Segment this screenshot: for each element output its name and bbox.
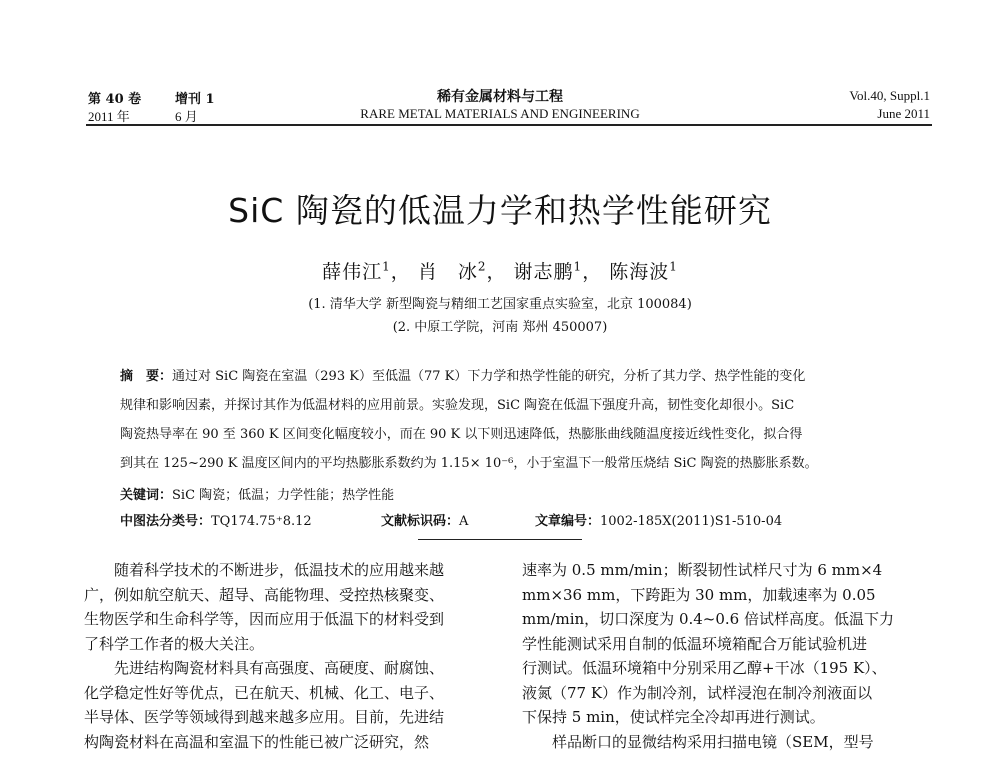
volume-en: Vol.40, Suppl.1 bbox=[849, 88, 930, 103]
clc-label: 中图法分类号： bbox=[120, 514, 212, 529]
header-rule bbox=[86, 124, 932, 126]
body-text-line: 随着科学技术的不断进步，低温技术的应用越来越 bbox=[114, 561, 445, 579]
author-separator: ， bbox=[390, 261, 411, 283]
body-text-line: 先进结构陶瓷材料具有高强度、高硬度、耐腐蚀、 bbox=[114, 659, 445, 677]
affiliation-2: (2. 中原工学院，河南 郑州 450007) bbox=[392, 320, 608, 335]
body-text-line: 行测试。低温环境箱中分别采用乙醇+干冰（195 K）、 bbox=[522, 659, 887, 677]
abstract-line: 到其在 125~290 K 温度区间内的平均热膨胀系数约为 1.15× 10⁻⁶，小于室温下一般常压烧结 SiC 陶瓷的热膨胀系数。 bbox=[120, 456, 818, 471]
abstract-line: 规律和影响因素，并探讨其作为低温材料的应用前景。实验发现，SiC 陶瓷在低温下强度升高，韧性变化却很小。SiC bbox=[120, 398, 795, 413]
body-text-line: 构陶瓷材料在高温和室温下的性能已被广泛研究，然 bbox=[84, 732, 430, 751]
issue-label: 增刊 1 bbox=[175, 92, 215, 107]
body-text-line: 液氮（77 K）作为制冷剂，试样浸泡在制冷剂液面以 bbox=[522, 683, 873, 702]
body-text-line: 生物医学和生命科学等，因而应用于低温下的材料受到 bbox=[84, 610, 445, 628]
article-no-line bbox=[535, 510, 782, 529]
author-affiliation-mark: 1 bbox=[382, 259, 391, 274]
abstract-divider bbox=[418, 539, 582, 540]
author-separator: ， bbox=[582, 261, 603, 283]
body-text-line: 化学稳定性好等优点，已在航天、机械、化工、电子、 bbox=[84, 683, 445, 702]
body-text-line: mm×36 mm，下跨距为 30 mm，加载速率为 0.05 bbox=[522, 585, 876, 604]
abstract-label: 摘 要： bbox=[120, 369, 173, 384]
paper-title: SiC 陶瓷的低温力学和热学性能研究 bbox=[228, 191, 772, 230]
author-name: 薛伟江 bbox=[322, 261, 383, 283]
author-separator: ， bbox=[486, 261, 507, 283]
journal-title-en: RARE METAL MATERIALS AND ENGINEERING bbox=[360, 106, 640, 121]
article-no-value: 1002-185X(2011)S1-510-04 bbox=[600, 514, 783, 529]
affiliation-1: (1. 清华大学 新型陶瓷与精细工艺国家重点实验室，北京 100084) bbox=[308, 297, 692, 312]
month-label: 6 月 bbox=[175, 109, 198, 124]
doc-code-value: A bbox=[459, 514, 469, 529]
clc-value: TQ174.75⁺8.12 bbox=[211, 514, 312, 529]
author-list bbox=[0, 257, 1000, 284]
author-affiliation-mark: 1 bbox=[573, 259, 583, 274]
doc-code-line bbox=[381, 510, 468, 529]
article-no-label: 文章编号： bbox=[535, 514, 601, 529]
author-name: 肖 冰 bbox=[417, 261, 478, 283]
volume-label: 第 40 卷 bbox=[88, 92, 142, 107]
body-text-line: 了科学工作者的极大关注。 bbox=[84, 634, 265, 653]
keywords-line bbox=[120, 484, 394, 503]
abstract-line: 陶瓷热导率在 90 至 360 K 区间变化幅度较小，而在 90 K 以下则迅速降低，热膨胀曲线随温度接近线性变化，拟合得 bbox=[120, 427, 803, 442]
author-name: 谢志鹏 bbox=[513, 261, 574, 283]
keywords-value: SiC 陶瓷；低温；力学性能；热学性能 bbox=[172, 488, 395, 503]
body-left-column bbox=[84, 558, 494, 754]
clc-line bbox=[120, 510, 312, 529]
body-right-column bbox=[522, 558, 932, 754]
doc-code-label: 文献标识码： bbox=[381, 514, 460, 529]
body-text-line: 速率为 0.5 mm/min；断裂韧性试样尺寸为 6 mm×4 bbox=[522, 561, 883, 579]
body-text-line: 半导体、医学等领域得到越来越多应用。目前，先进结 bbox=[84, 708, 445, 726]
body-text-line: 下保持 5 min，使试样完全冷却再进行测试。 bbox=[522, 708, 825, 726]
keywords-label: 关键词： bbox=[120, 488, 173, 503]
abstract-line: 摘 要：通过对 SiC 陶瓷在室温（293 K）至低温（77 K）下力学和热学性能的研究，分析了其力学、热学性能的变化 bbox=[120, 369, 806, 384]
year-label: 2011 年 bbox=[88, 109, 130, 124]
author-name: 陈海波 bbox=[609, 261, 670, 283]
journal-title-cn: 稀有金属材料与工程 bbox=[437, 89, 563, 105]
body-text-line: 学性能测试采用自制的低温环境箱配合万能试验机进 bbox=[522, 634, 868, 653]
author-affiliation-mark: 2 bbox=[477, 259, 487, 274]
date-en: June 2011 bbox=[877, 106, 930, 121]
body-text-line: 广，例如航空航天、超导、高能物理、受控热核聚变、 bbox=[84, 585, 445, 604]
author-affiliation-mark: 1 bbox=[669, 259, 678, 274]
body-text-line: mm/min，切口深度为 0.4~0.6 倍试样高度。低温下力 bbox=[522, 610, 894, 628]
body-text-line: 样品断口的显微结构采用扫描电镜（SEM，型号 bbox=[552, 732, 874, 751]
